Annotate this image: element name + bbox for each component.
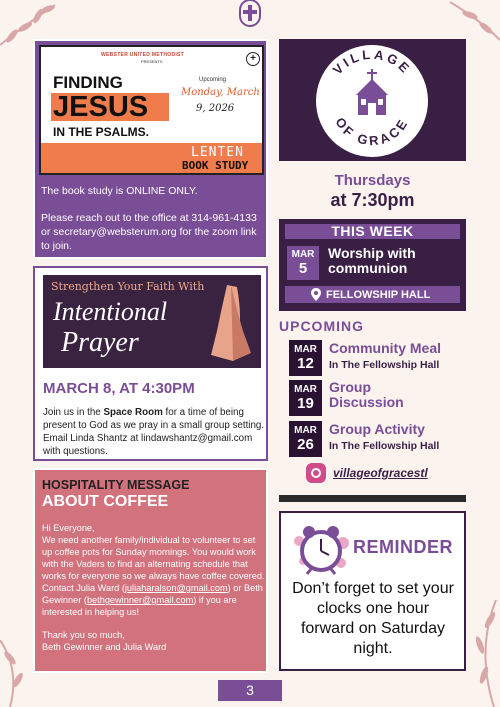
event-subtitle: In The Fellowship Hall: [329, 359, 440, 371]
book-date-line2: 9, 2026: [196, 103, 235, 114]
this-week-box: [279, 219, 466, 311]
page-number: 3: [218, 680, 282, 701]
intentional-text: Intentional: [53, 297, 168, 326]
instagram-handle: villageofgracestl: [333, 466, 428, 480]
hospitality-heading: HOSPITALITY MESSAGE: [42, 478, 190, 492]
volunteer-text: [42, 534, 266, 618]
upcoming-section: [279, 318, 466, 488]
reminder-heading: REMINDER: [353, 537, 454, 557]
location-text: FELLOWSHIP HALL: [326, 289, 431, 301]
thanks-text: Thank you so much,: [42, 630, 125, 640]
event-title: Group Activity: [329, 421, 425, 437]
divider-bar: [279, 495, 466, 502]
book-title-psalms: IN THE PSALMS.: [53, 125, 150, 139]
book-title-finding: FINDING: [53, 73, 123, 92]
strengthen-text: Strengthen Your Faith With: [51, 280, 205, 293]
event-month: MAR: [294, 344, 317, 355]
book-study-text: [41, 184, 265, 253]
event-subtitle: In The Fellowship Hall: [329, 440, 440, 452]
this-week-month: MAR: [291, 249, 315, 260]
logo-of-grace-text: OF GRACE: [332, 114, 412, 149]
event-title: Group Discussion: [329, 379, 404, 410]
logo-village-text: VILLAGE: [329, 46, 415, 78]
village-logo-box: [279, 39, 466, 161]
event-month: MAR: [294, 384, 317, 395]
praying-hands-icon: [203, 281, 257, 363]
location-pin-icon: [311, 288, 321, 301]
village-of-grace-logo: [312, 41, 432, 159]
presents-label: PRESENTS: [141, 59, 163, 64]
meeting-time: at 7:30pm: [330, 190, 415, 210]
prayer-body-post: for a time of being present to God as we pray in a small group setting. Email Linda Shantz at lindawshantz@gmail.com with questions.: [43, 407, 265, 457]
this-week-title: Worship with communion: [328, 245, 416, 276]
event-item: [289, 380, 469, 416]
alarm-clock-icon: [289, 521, 353, 575]
hospitality-card: [33, 468, 268, 673]
cross-icon: +: [246, 52, 260, 66]
church-ornament-icon: [237, 0, 263, 28]
prayer-card: [33, 266, 268, 461]
church-name: WEBSTER UNITED METHODIST: [101, 52, 185, 58]
event-date-box: [289, 421, 322, 457]
zoom-contact-text: Please reach out to the office at 314-961-4133 or secretary@websterum.org for the zoom link to join.: [41, 212, 257, 252]
reminder-text: Don’t forget to set your clocks one hour forward on Saturday night.: [292, 580, 454, 657]
book-date-line1: Monday, March: [181, 87, 260, 98]
this-week-date-box: [287, 246, 319, 280]
lenten-label: LENTEN: [191, 145, 244, 160]
signoff-text: Beth Gewinner and Julia Ward: [42, 642, 167, 652]
online-only-text: The book study is ONLINE ONLY.: [41, 185, 198, 197]
hospitality-body: [42, 522, 266, 653]
book-title-jesus: JESUS: [53, 91, 149, 123]
event-item: [289, 421, 469, 457]
book-study-card: [33, 39, 268, 259]
meeting-day: Thursdays: [334, 172, 411, 189]
space-room-label: Space Room: [103, 407, 163, 418]
volunteer-text-mid: ) or Beth Gewinner (: [42, 583, 263, 605]
prayer-script-text: Prayer: [61, 327, 139, 358]
book-study-label: BOOK STUDY: [182, 159, 249, 172]
meeting-schedule: [279, 172, 466, 211]
book-study-graphic: [39, 45, 264, 175]
event-date-box: [289, 340, 322, 376]
event-day: 26: [297, 436, 314, 453]
event-day: 19: [297, 395, 314, 412]
reminder-box: [279, 511, 466, 671]
event-date-box: [289, 380, 322, 416]
upcoming-label: Upcoming: [199, 77, 227, 83]
volunteer-text-post: ) if you are interested in helping us!: [42, 595, 237, 617]
this-week-day: 5: [298, 260, 308, 277]
event-month: MAR: [294, 425, 317, 436]
event-title: Community Meal: [329, 340, 442, 356]
prayer-body: [43, 406, 265, 458]
coffee-heading: ABOUT COFFEE: [42, 493, 169, 510]
this-week-heading: THIS WEEK: [331, 223, 414, 239]
upcoming-heading: UPCOMING: [279, 318, 364, 334]
volunteer-text-pre: We need another family/individual to volunteer to set up coffee pots for Sunday mornings. You would work with the Vaders to find an alternating schedule that works for everyone so we always have coffee covered. Contact Julia Ward (: [42, 535, 265, 593]
event-item: [289, 340, 469, 376]
email-link-julia[interactable]: juliaharalson@gmail.com: [124, 583, 228, 593]
event-day: 12: [297, 355, 314, 372]
greeting-text: Hi Everyone,: [42, 523, 95, 533]
prayer-date: MARCH 8, AT 4:30PM: [43, 380, 195, 397]
prayer-body-pre: Join us in the: [43, 407, 104, 418]
prayer-graphic: [43, 275, 261, 368]
instagram-link[interactable]: [306, 462, 466, 484]
instagram-icon: [306, 463, 326, 483]
leaf-branch-icon: [466, 600, 500, 707]
email-link-beth[interactable]: bethgewinner@gmail.com: [86, 595, 194, 605]
